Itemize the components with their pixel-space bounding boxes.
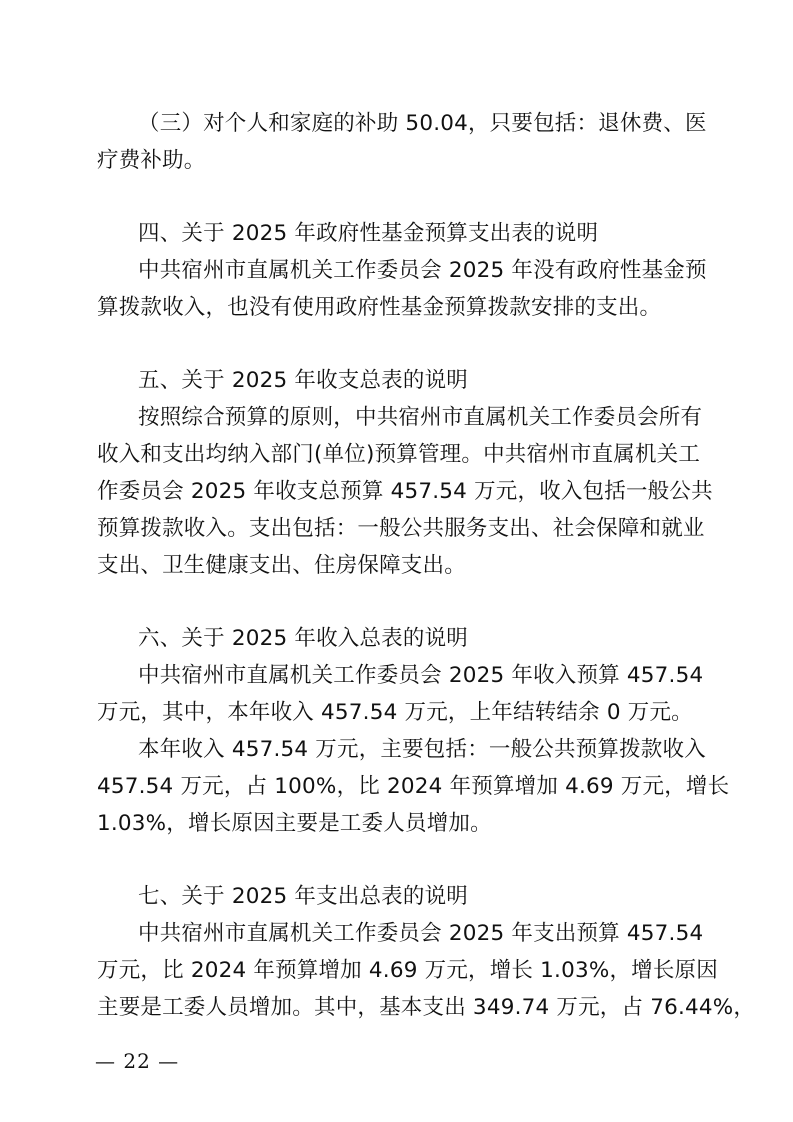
paragraph-line: 本年收入 457.54 万元，主要包括：一般公共预算拨款收入 [138, 737, 706, 762]
paragraph-line: 作委员会 2025 年收支总预算 457.54 万元，收入包括一般公共 [97, 479, 713, 504]
paragraph-line: 按照综合预算的原则，中共宿州市直属机关工作委员会所有 [138, 405, 703, 430]
paragraph-line: 1.03%，增长原因主要是工委人员增加。 [97, 811, 492, 836]
section-heading: 七、关于 2025 年支出总表的说明 [138, 884, 468, 909]
paragraph-line: 疗费补助。 [97, 148, 206, 173]
paragraph-line: 中共宿州市直属机关工作委员会 2025 年没有政府性基金预 [138, 258, 707, 283]
paragraph-line: 收入和支出均纳入部门(单位)预算管理。中共宿州市直属机关工 [97, 442, 701, 467]
paragraph-line: 万元，比 2024 年预算增加 4.69 万元，增长 1.03%，增长原因 [97, 958, 718, 983]
paragraph-line: 预算拨款收入。支出包括：一般公共服务支出、社会保障和就业 [97, 516, 705, 541]
paragraph-line: 算拨款收入，也没有使用政府性基金预算拨款安排的支出。 [97, 295, 662, 320]
paragraph-line: 支出、卫生健康支出、住房保障支出。 [97, 553, 466, 578]
paragraph-line: 万元，其中，本年收入 457.54 万元，上年结转结余 0 万元。 [97, 700, 693, 725]
paragraph-line: 中共宿州市直属机关工作委员会 2025 年支出预算 457.54 [138, 921, 704, 946]
paragraph-line: （三）对个人和家庭的补助 50.04，只要包括：退休费、医 [138, 111, 707, 136]
section-heading: 六、关于 2025 年收入总表的说明 [138, 626, 468, 651]
paragraph-line: 主要是工委人员增加。其中，基本支出 349.74 万元，占 76.44%， [97, 995, 756, 1020]
section-heading: 四、关于 2025 年政府性基金预算支出表的说明 [138, 221, 599, 246]
paragraph-line: 457.54 万元，占 100%，比 2024 年预算增加 4.69 万元，增长 [97, 774, 730, 799]
section-heading: 五、关于 2025 年收支总表的说明 [138, 368, 468, 393]
page-number: — 22 — [95, 1049, 180, 1073]
paragraph-line: 中共宿州市直属机关工作委员会 2025 年收入预算 457.54 [138, 663, 704, 688]
